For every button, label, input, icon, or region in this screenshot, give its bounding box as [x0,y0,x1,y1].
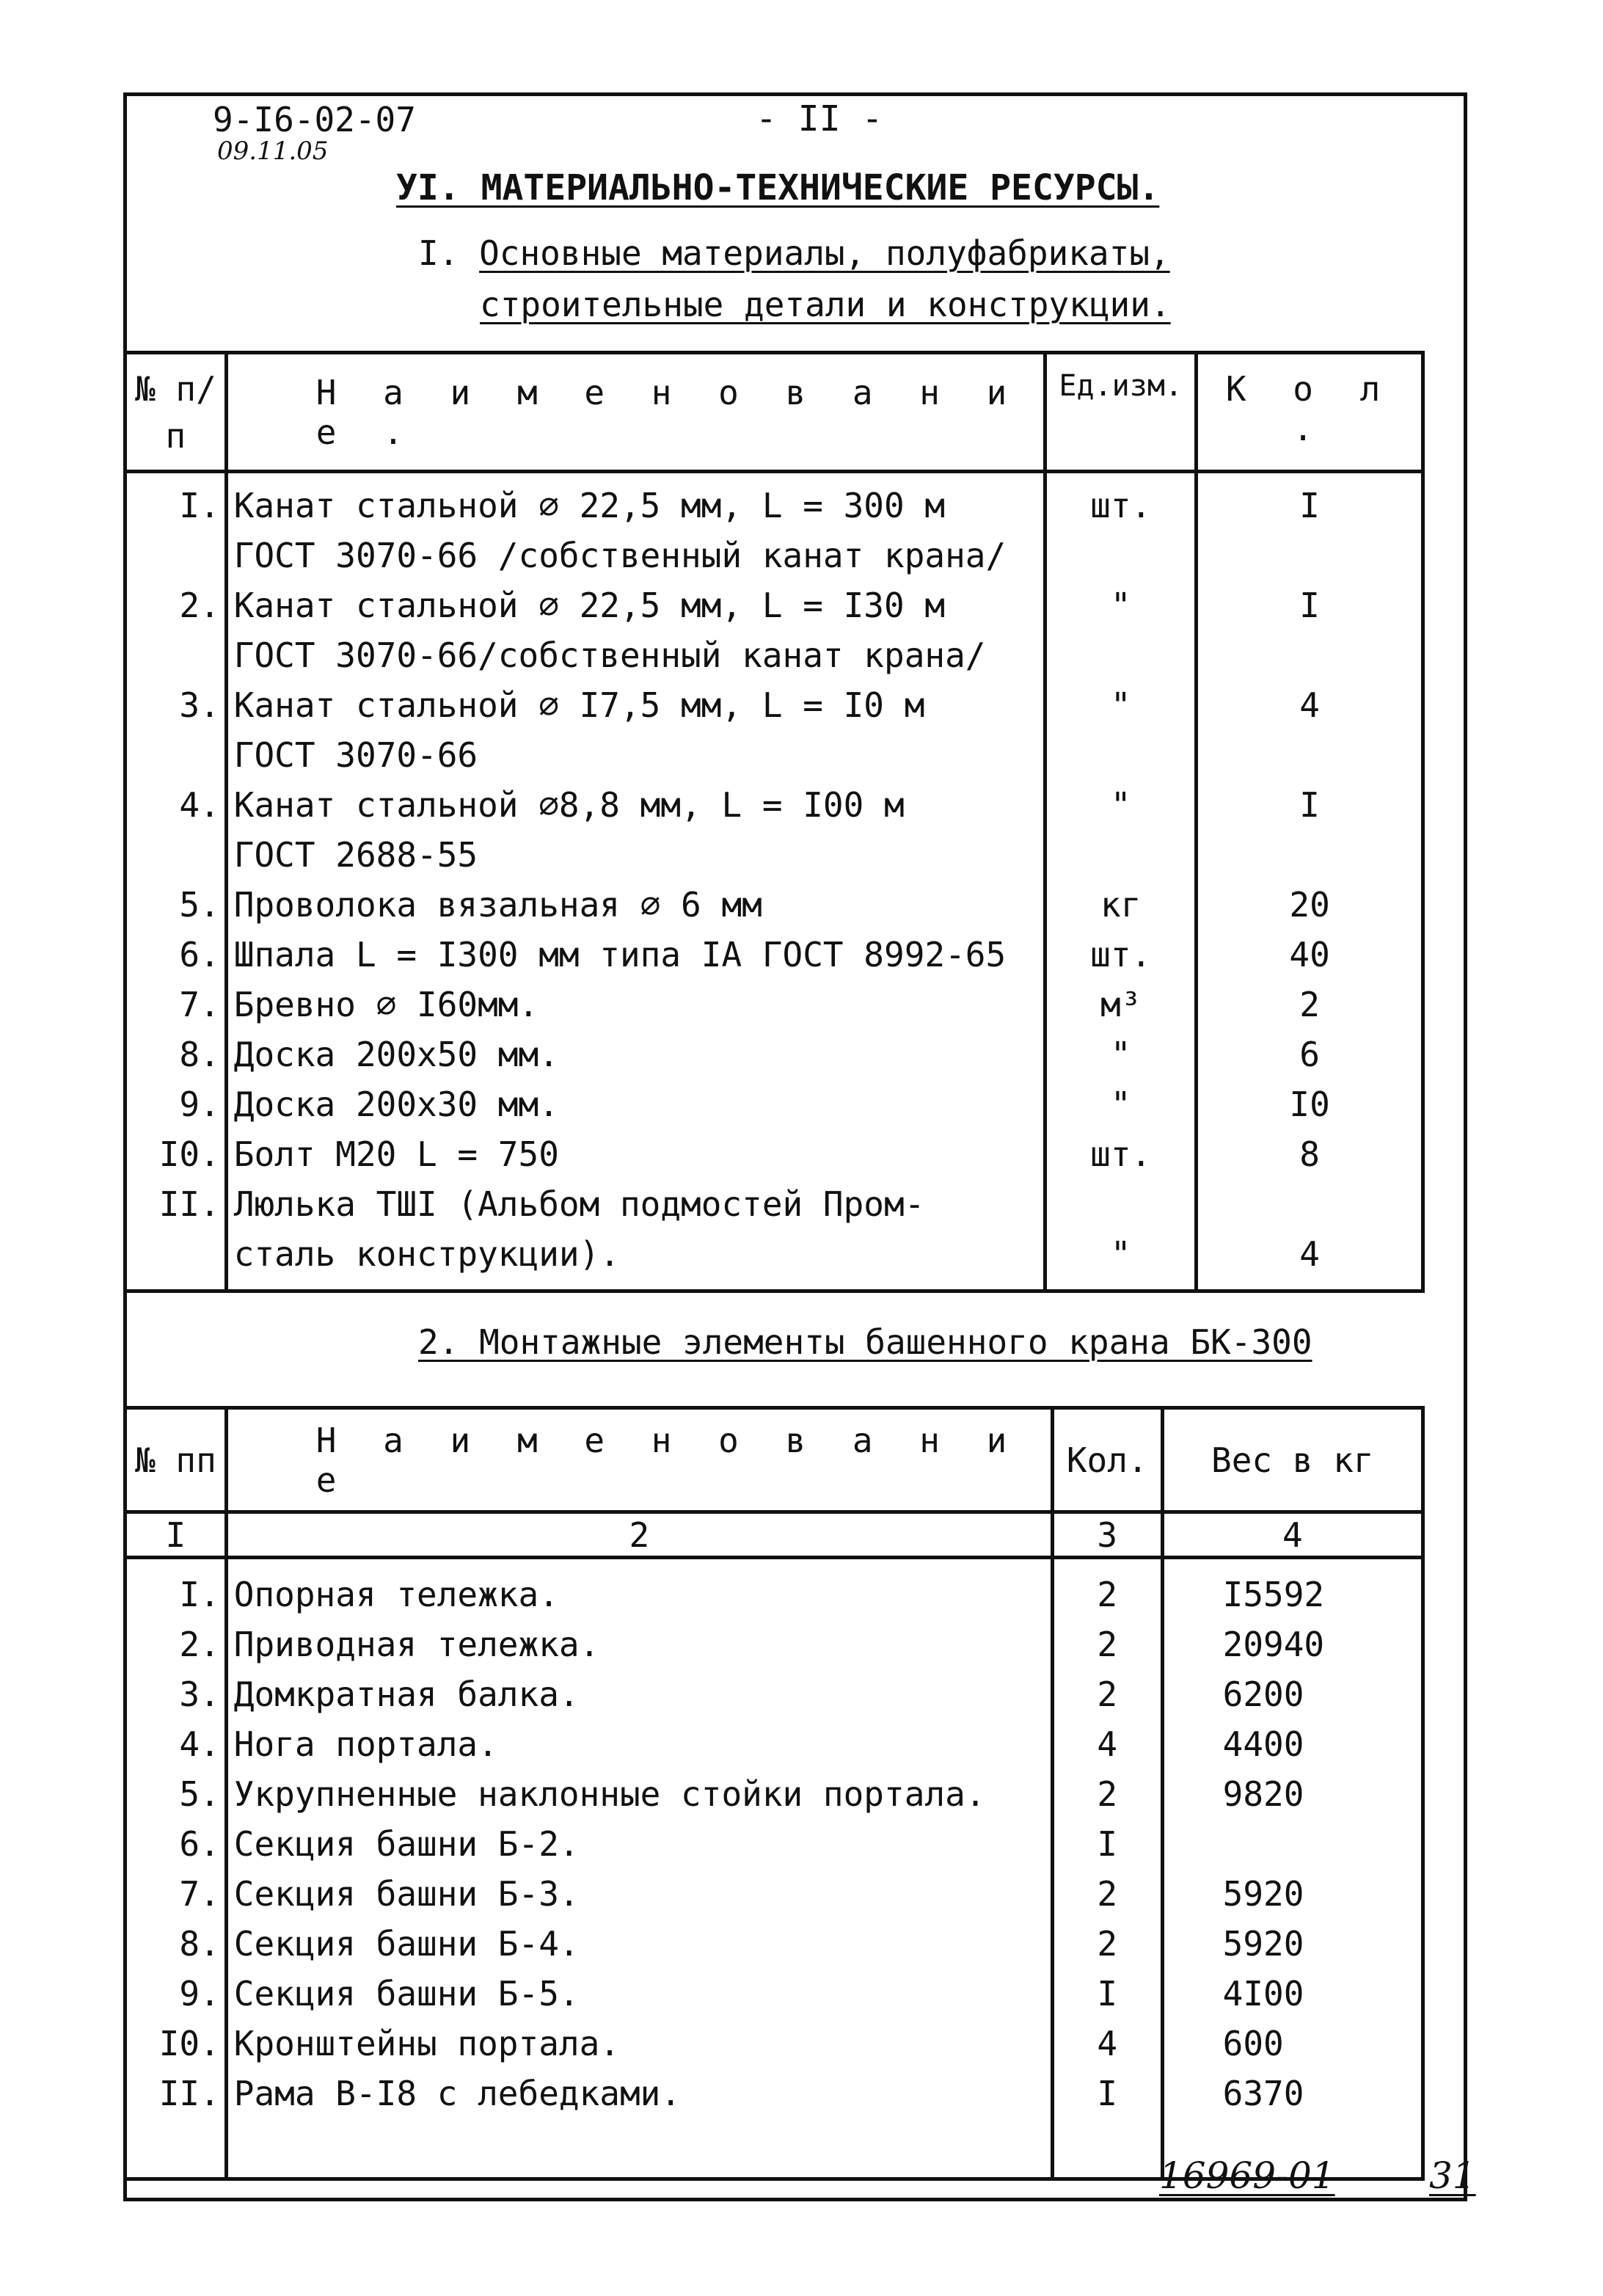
material-name-line: Канат стальной ∅8,8 мм, L = I00 м [233,785,905,825]
section-title: УI. МАТЕРИАЛЬНО-ТЕХНИЧЕСКИЕ РЕСУРСЫ. [396,167,1160,208]
name-column-2 [226,1558,1052,2179]
material-name-line: Канат стальной ∅ 22,5 мм, L = I30 м [233,586,946,625]
element-qty: 2 [1097,1874,1118,1914]
element-num: 3. [179,1674,220,1714]
material-unit [1047,830,1194,880]
material-name-line: Шпала L = I300 мм типа IА ГОСТ 8992-65 [233,935,1007,974]
num-column-2 [125,1558,227,2179]
material-num [127,630,220,680]
material-num: II. [158,1184,220,1224]
material-name-line: Проволока вязальная ∅ 6 мм [233,885,762,925]
element-weight: 600 [1222,2024,1284,2063]
element-name: Кронштейны портала. [233,2024,620,2063]
material-qty [1198,830,1421,880]
material-unit: " [1110,586,1131,625]
material-num [127,730,220,780]
header-qty-2: Кол. [1052,1408,1162,1512]
material-num [127,830,220,880]
material-name-line: ГОСТ 2688-55 [233,835,478,875]
material-unit: " [1110,1035,1131,1074]
subsection2-title: 2. Монтажные элементы башенного крана БК-300 [418,1322,1312,1362]
material-qty: I [1299,785,1320,825]
material-num: 9. [179,1085,220,1124]
material-qty: 4 [1299,685,1320,725]
material-qty: 20 [1289,885,1330,925]
header-name-2: Н а и м е н о в а н и е [226,1408,1052,1512]
element-num: 5. [179,1774,220,1814]
material-num: 3. [179,685,220,725]
element-name: Приводная тележка. [233,1625,600,1664]
name-column [226,472,1045,1291]
material-name-line: ГОСТ 3070-66/собственный канат крана/ [233,635,986,675]
element-num: 6. [179,1824,220,1864]
element-qty: I [1097,1824,1118,1864]
material-unit: шт. [1090,1134,1152,1174]
qty-column-2 [1052,1558,1162,2179]
material-unit: кг [1100,885,1142,925]
material-qty: I [1299,586,1320,625]
material-name-line: Люлька ТШI (Альбом подмостей Пром- [233,1184,925,1224]
element-qty: I [1097,2074,1118,2113]
element-weight: 6200 [1222,1674,1304,1714]
subsection1-title: Основные материалы, полуфабрикаты, [479,233,1170,273]
column-numbers-row [125,1512,1423,1558]
material-name-line: Канат стальной ∅ I7,5 мм, L = I0 м [233,685,925,725]
material-qty [1198,1179,1421,1229]
element-num: 4. [179,1724,220,1764]
element-qty: 2 [1097,1625,1118,1664]
sheet-number: 31 [1429,2154,1476,2197]
element-num: 7. [179,1874,220,1914]
element-weight: 9820 [1222,1774,1304,1814]
element-weight: 20940 [1222,1625,1325,1664]
subsection1-line1 [418,233,1170,273]
header-num-2: № пп [125,1408,227,1512]
material-name-line: Бревно ∅ I60мм. [233,985,539,1024]
element-qty: I [1097,1974,1118,2013]
num-column [125,472,227,1291]
subsection1-line2: строительные детали и конструкции. [480,285,1171,324]
material-unit: шт. [1090,486,1152,525]
element-weight: 5920 [1222,1924,1304,1964]
material-num [127,1229,220,1279]
header-weight: Вес в кг [1162,1408,1423,1512]
material-unit: " [1110,785,1131,825]
stamp-number: 16969-01 [1159,2154,1335,2197]
col-number-3: 3 [1052,1512,1162,1558]
element-num: I0. [158,2024,220,2063]
material-num: 7. [179,985,220,1024]
header-qty: К о л . [1197,353,1423,472]
material-qty: 6 [1299,1035,1320,1074]
material-qty [1198,630,1421,680]
material-num: 8. [179,1035,220,1074]
material-qty: I0 [1289,1085,1330,1124]
element-qty: 2 [1097,1774,1118,1814]
material-unit: м³ [1100,985,1142,1024]
material-qty [1198,730,1421,780]
material-unit: " [1110,685,1131,725]
col-number-2: 2 [226,1512,1052,1558]
element-weight [1223,1819,1421,1869]
element-name: Секция башни Б-3. [233,1874,580,1914]
element-name: Домкратная балка. [233,1674,580,1714]
material-unit: " [1110,1085,1131,1124]
col-number-4: 4 [1162,1512,1423,1558]
elements-table [123,1406,1425,2181]
qty-column [1197,472,1423,1291]
material-unit: шт. [1090,935,1152,974]
material-name-line: Болт М20 L = 750 [233,1134,559,1174]
element-num: 9. [179,1974,220,2013]
element-name: Укрупненные наклонные стойки портала. [233,1774,986,1814]
subsection1-number: I. [418,233,459,273]
header-unit: Ед.изм. [1045,353,1197,472]
document-date: 09.11.05 [217,136,329,166]
material-qty: 2 [1299,985,1320,1024]
material-qty: I [1299,486,1320,525]
element-name: Опорная тележка. [233,1575,559,1614]
element-weight: 4I00 [1222,1974,1304,2013]
element-qty: 2 [1097,1924,1118,1964]
col-number-1: I [125,1512,227,1558]
material-num [127,531,220,580]
element-weight: 4400 [1222,1724,1304,1764]
weight-column [1162,1558,1423,2179]
material-unit [1047,730,1194,780]
unit-column [1045,472,1197,1291]
document-code: 9-I6-02-07 [213,100,416,139]
element-weight: I5592 [1222,1575,1325,1614]
element-weight: 5920 [1222,1874,1304,1914]
element-num: I. [179,1575,220,1614]
element-name: Секция башни Б-4. [233,1924,580,1964]
material-qty [1198,531,1421,580]
material-num: 5. [179,885,220,925]
element-weight: 6370 [1222,2074,1304,2113]
material-name-line: ГОСТ 3070-66 /собственный канат крана/ [233,536,1007,575]
material-name-line: Канат стальной ∅ 22,5 мм, L = 300 м [233,486,946,525]
material-num: I0. [158,1134,220,1174]
material-unit [1047,630,1194,680]
material-qty: 40 [1289,935,1330,974]
material-qty: 4 [1299,1234,1320,1274]
material-name-line: Доска 200х50 мм. [233,1035,559,1074]
material-qty: 8 [1299,1134,1320,1174]
element-num: 2. [179,1625,220,1664]
header-num: № п/п [125,353,227,472]
element-name: Секция башни Б-5. [233,1974,580,2013]
element-num: II. [158,2074,220,2113]
material-unit [1047,531,1194,580]
materials-table [123,351,1425,1293]
material-name-line: ГОСТ 3070-66 [233,735,478,775]
element-qty: 2 [1097,1575,1118,1614]
material-num: I. [179,486,220,525]
page-number: - II - [756,98,883,139]
header-name: Н а и м е н о в а н и е . [226,353,1045,472]
element-qty: 4 [1097,1724,1118,1764]
material-unit [1047,1179,1194,1229]
elements-body [125,1558,1423,2179]
material-name-line: Доска 200х30 мм. [233,1085,559,1124]
material-num: 6. [179,935,220,974]
element-name: Нога портала. [233,1724,498,1764]
element-name: Секция башни Б-2. [233,1824,580,1864]
element-qty: 4 [1097,2024,1118,2063]
material-num: 2. [179,586,220,625]
material-num: 4. [179,785,220,825]
element-name: Рама В-I8 с лебедками. [233,2074,682,2113]
materials-body [125,472,1423,1291]
element-qty: 2 [1097,1674,1118,1714]
material-unit: " [1110,1234,1131,1274]
material-name-line: сталь конструкции). [233,1234,620,1274]
element-num: 8. [179,1924,220,1964]
